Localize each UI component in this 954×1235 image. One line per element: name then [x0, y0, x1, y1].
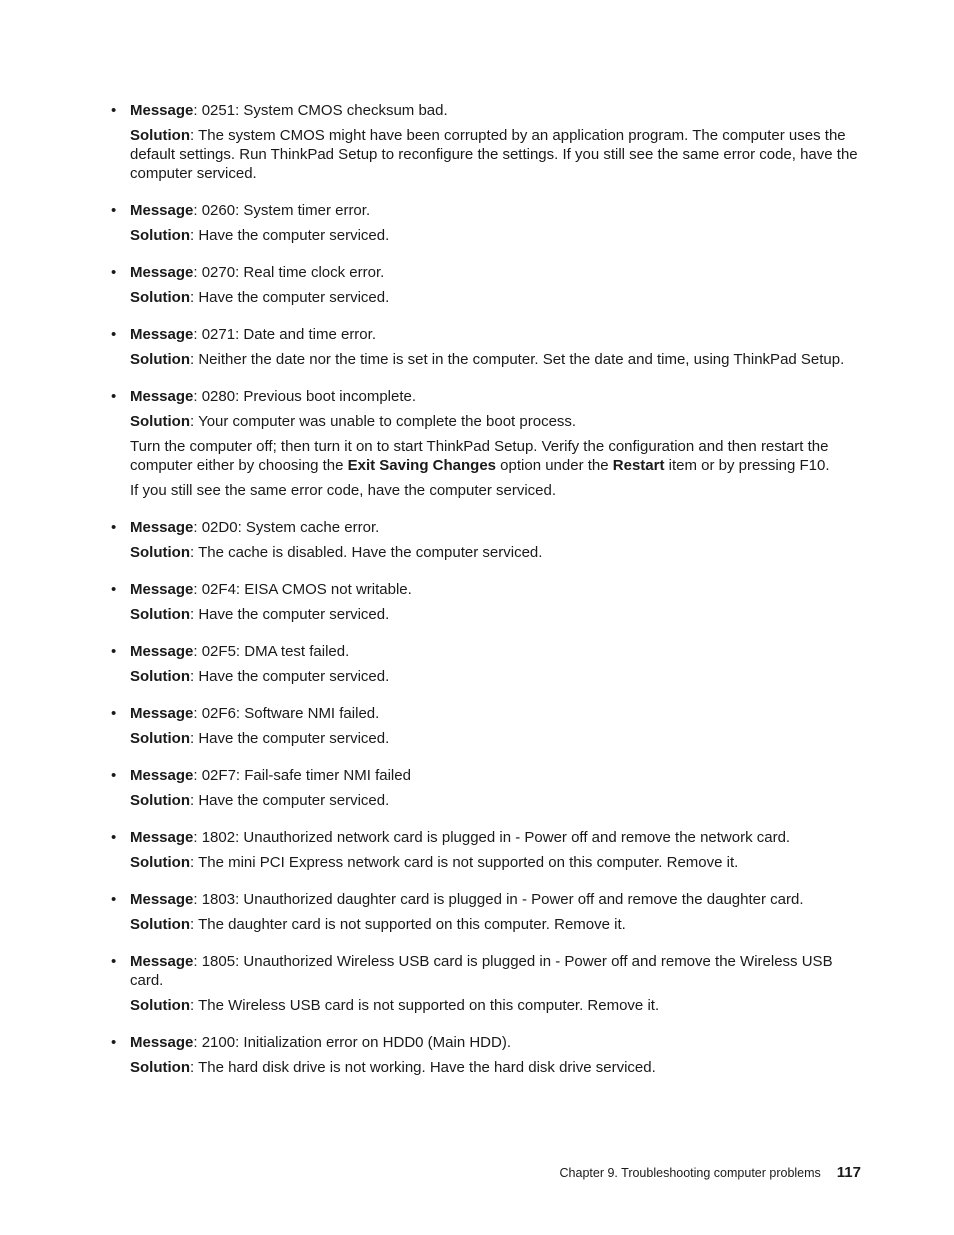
- solution-text: Have the computer serviced.: [198, 792, 390, 809]
- list-item: [111, 704, 870, 748]
- list-item: [111, 580, 870, 624]
- message-text: 02F7: Fail-safe timer NMI failed: [201, 767, 411, 784]
- solution-label: Solution: [130, 127, 190, 144]
- solution-line: Solution: The Wireless USB card is not supported on this computer. Remove it.: [130, 997, 660, 1014]
- message-text: 0271: Date and time error.: [201, 326, 376, 343]
- bullet-icon: •: [111, 519, 117, 536]
- bullet-icon: •: [111, 102, 117, 119]
- solution-line: Solution: Have the computer serviced.: [130, 289, 390, 306]
- bullet-icon: •: [111, 767, 117, 784]
- solution-label: Solution: [130, 916, 190, 933]
- solution-label: Solution: [130, 1059, 190, 1076]
- solution-text: Your computer was unable to complete the boot process.: [198, 413, 577, 430]
- message-label: Message: [130, 202, 194, 219]
- list-item: [111, 518, 870, 562]
- instruction-text: item or by pressing F10.: [664, 457, 830, 474]
- message-line: Message: 02D0: System cache error.: [130, 519, 380, 536]
- message-label: Message: [130, 829, 194, 846]
- message-label: Message: [130, 388, 194, 405]
- solution-text: Have the computer serviced.: [198, 730, 390, 747]
- solution-line: Solution: Neither the date nor the time is set in the computer. Set the date and time, using ThinkPad Setup.: [130, 351, 845, 368]
- bullet-icon: •: [111, 264, 117, 281]
- message-label: Message: [130, 102, 194, 119]
- message-text: 02F5: DMA test failed.: [201, 643, 350, 660]
- message-text: 02D0: System cache error.: [201, 519, 380, 536]
- solution-label: Solution: [130, 351, 190, 368]
- bullet-icon: •: [111, 643, 117, 660]
- solution-label: Solution: [130, 668, 190, 685]
- message-line: Message: 0260: System timer error.: [130, 202, 371, 219]
- solution-line: Solution: The mini PCI Express network card is not supported on this computer. Remove it.: [130, 854, 739, 871]
- solution-label: Solution: [130, 289, 190, 306]
- solution-line: Solution: Your computer was unable to complete the boot process.: [130, 413, 577, 430]
- bullet-icon: •: [111, 202, 117, 219]
- instruction-paragraph: [130, 437, 870, 475]
- list-item: [111, 890, 870, 934]
- solution-text: Neither the date nor the time is set in the computer. Set the date and time, using ThinkPad Setup.: [198, 351, 845, 368]
- solution-line: Solution: Have the computer serviced.: [130, 730, 390, 747]
- list-item: [111, 642, 870, 686]
- bullet-icon: •: [111, 891, 117, 908]
- message-label: Message: [130, 643, 194, 660]
- list-item: [111, 201, 870, 245]
- bullet-icon: •: [111, 953, 117, 970]
- message-label: Message: [130, 1034, 194, 1051]
- message-line: Message: 02F5: DMA test failed.: [130, 643, 350, 660]
- solution-label: Solution: [130, 413, 190, 430]
- message-line: Message: 0270: Real time clock error.: [130, 264, 385, 281]
- message-line: Message: 1802: Unauthorized network card is plugged in - Power off and remove the network card.: [130, 829, 791, 846]
- message-text: 02F4: EISA CMOS not writable.: [201, 581, 412, 598]
- message-text: 0270: Real time clock error.: [201, 264, 385, 281]
- error-message-list: [111, 101, 870, 1095]
- solution-text: The daughter card is not supported on this computer. Remove it.: [198, 916, 626, 933]
- message-label: Message: [130, 326, 194, 343]
- list-item: [111, 952, 870, 1015]
- solution-text: The hard disk drive is not working. Have the hard disk drive serviced.: [198, 1059, 656, 1076]
- solution-label: Solution: [130, 730, 190, 747]
- page-footer: [0, 1163, 861, 1183]
- message-line: Message: 02F7: Fail-safe timer NMI failed: [130, 767, 411, 784]
- instruction-text: option under the: [496, 457, 613, 474]
- message-label: Message: [130, 953, 194, 970]
- exit-saving-changes-term: Exit Saving Changes: [347, 457, 496, 474]
- solution-line: Solution: The hard disk drive is not working. Have the hard disk drive serviced.: [130, 1059, 656, 1076]
- message-label: Message: [130, 705, 194, 722]
- solution-line: Solution: The cache is disabled. Have the computer serviced.: [130, 544, 543, 561]
- solution-line: Solution: Have the computer serviced.: [130, 227, 390, 244]
- message-line: Message: 2100: Initialization error on HDD0 (Main HDD).: [130, 1034, 511, 1051]
- message-text: 1805: Unauthorized Wireless USB card is plugged in - Power off and remove the Wireless USB card.: [130, 953, 833, 989]
- message-text: 0280: Previous boot incomplete.: [201, 388, 417, 405]
- list-item: [111, 101, 870, 183]
- message-text: 1802: Unauthorized network card is plugged in - Power off and remove the network card.: [201, 829, 791, 846]
- list-item: [111, 1033, 870, 1077]
- message-line: Message: 0251: System CMOS checksum bad.: [130, 102, 448, 119]
- list-item: [111, 325, 870, 369]
- chapter-title: Chapter 9. Troubleshooting computer problems: [559, 1166, 821, 1180]
- solution-label: Solution: [130, 792, 190, 809]
- solution-text: Have the computer serviced.: [198, 668, 390, 685]
- solution-label: Solution: [130, 606, 190, 623]
- bullet-icon: •: [111, 1034, 117, 1051]
- message-text: 1803: Unauthorized daughter card is plugged in - Power off and remove the daughter card.: [201, 891, 804, 908]
- solution-text: Have the computer serviced.: [198, 606, 390, 623]
- followup-paragraph: If you still see the same error code, have the computer serviced.: [130, 482, 557, 499]
- list-item: [111, 387, 870, 500]
- message-text: 0260: System timer error.: [201, 202, 371, 219]
- message-line: Message: 02F6: Software NMI failed.: [130, 705, 380, 722]
- message-label: Message: [130, 581, 194, 598]
- solution-label: Solution: [130, 227, 190, 244]
- list-item: [111, 766, 870, 810]
- message-line: Message: 02F4: EISA CMOS not writable.: [130, 581, 412, 598]
- message-line: Message: 0271: Date and time error.: [130, 326, 376, 343]
- bullet-icon: •: [111, 581, 117, 598]
- message-line: Message: 1803: Unauthorized daughter card is plugged in - Power off and remove the daughter card.: [130, 891, 804, 908]
- solution-text: The mini PCI Express network card is not supported on this computer. Remove it.: [198, 854, 739, 871]
- solution-line: Solution: Have the computer serviced.: [130, 606, 390, 623]
- solution-text: The cache is disabled. Have the computer serviced.: [198, 544, 543, 561]
- message-label: Message: [130, 264, 194, 281]
- message-label: Message: [130, 891, 194, 908]
- solution-text: Have the computer serviced.: [198, 289, 390, 306]
- instruction-text: Turn the computer off; then turn it on to start ThinkPad Setup. Verify the configuration and then restart the computer either by choosing the: [130, 438, 829, 474]
- message-text: 2100: Initialization error on HDD0 (Main HDD).: [201, 1034, 511, 1051]
- solution-line: Solution: The system CMOS might have been corrupted by an application program. The computer uses the default settings. Run ThinkPad Setup to reconfigure the settings. If you still see the same error code, have the computer serviced.: [130, 127, 858, 182]
- message-line: Message: 0280: Previous boot incomplete.: [130, 388, 417, 405]
- solution-label: Solution: [130, 997, 190, 1014]
- message-label: Message: [130, 519, 194, 536]
- solution-label: Solution: [130, 854, 190, 871]
- restart-term: Restart: [612, 457, 665, 474]
- solution-label: Solution: [130, 544, 190, 561]
- message-label: Message: [130, 767, 194, 784]
- solution-text: The system CMOS might have been corrupted by an application program. The computer uses the default settings. Run ThinkPad Setup to reconfigure the settings. If you still see the same error code, have the computer serviced.: [130, 127, 858, 182]
- solution-text: Have the computer serviced.: [198, 227, 390, 244]
- solution-line: Solution: Have the computer serviced.: [130, 668, 390, 685]
- list-item: [111, 263, 870, 307]
- bullet-icon: •: [111, 705, 117, 722]
- message-text: 02F6: Software NMI failed.: [201, 705, 380, 722]
- message-line: Message: 1805: Unauthorized Wireless USB card is plugged in - Power off and remove the Wireless USB card.: [130, 953, 833, 989]
- solution-text: The Wireless USB card is not supported on this computer. Remove it.: [198, 997, 660, 1014]
- page-number: 117: [836, 1164, 861, 1181]
- solution-line: Solution: The daughter card is not supported on this computer. Remove it.: [130, 916, 626, 933]
- bullet-icon: •: [111, 388, 117, 405]
- list-item: [111, 828, 870, 872]
- solution-line: Solution: Have the computer serviced.: [130, 792, 390, 809]
- bullet-icon: •: [111, 326, 117, 343]
- message-text: 0251: System CMOS checksum bad.: [201, 102, 448, 119]
- bullet-icon: •: [111, 829, 117, 846]
